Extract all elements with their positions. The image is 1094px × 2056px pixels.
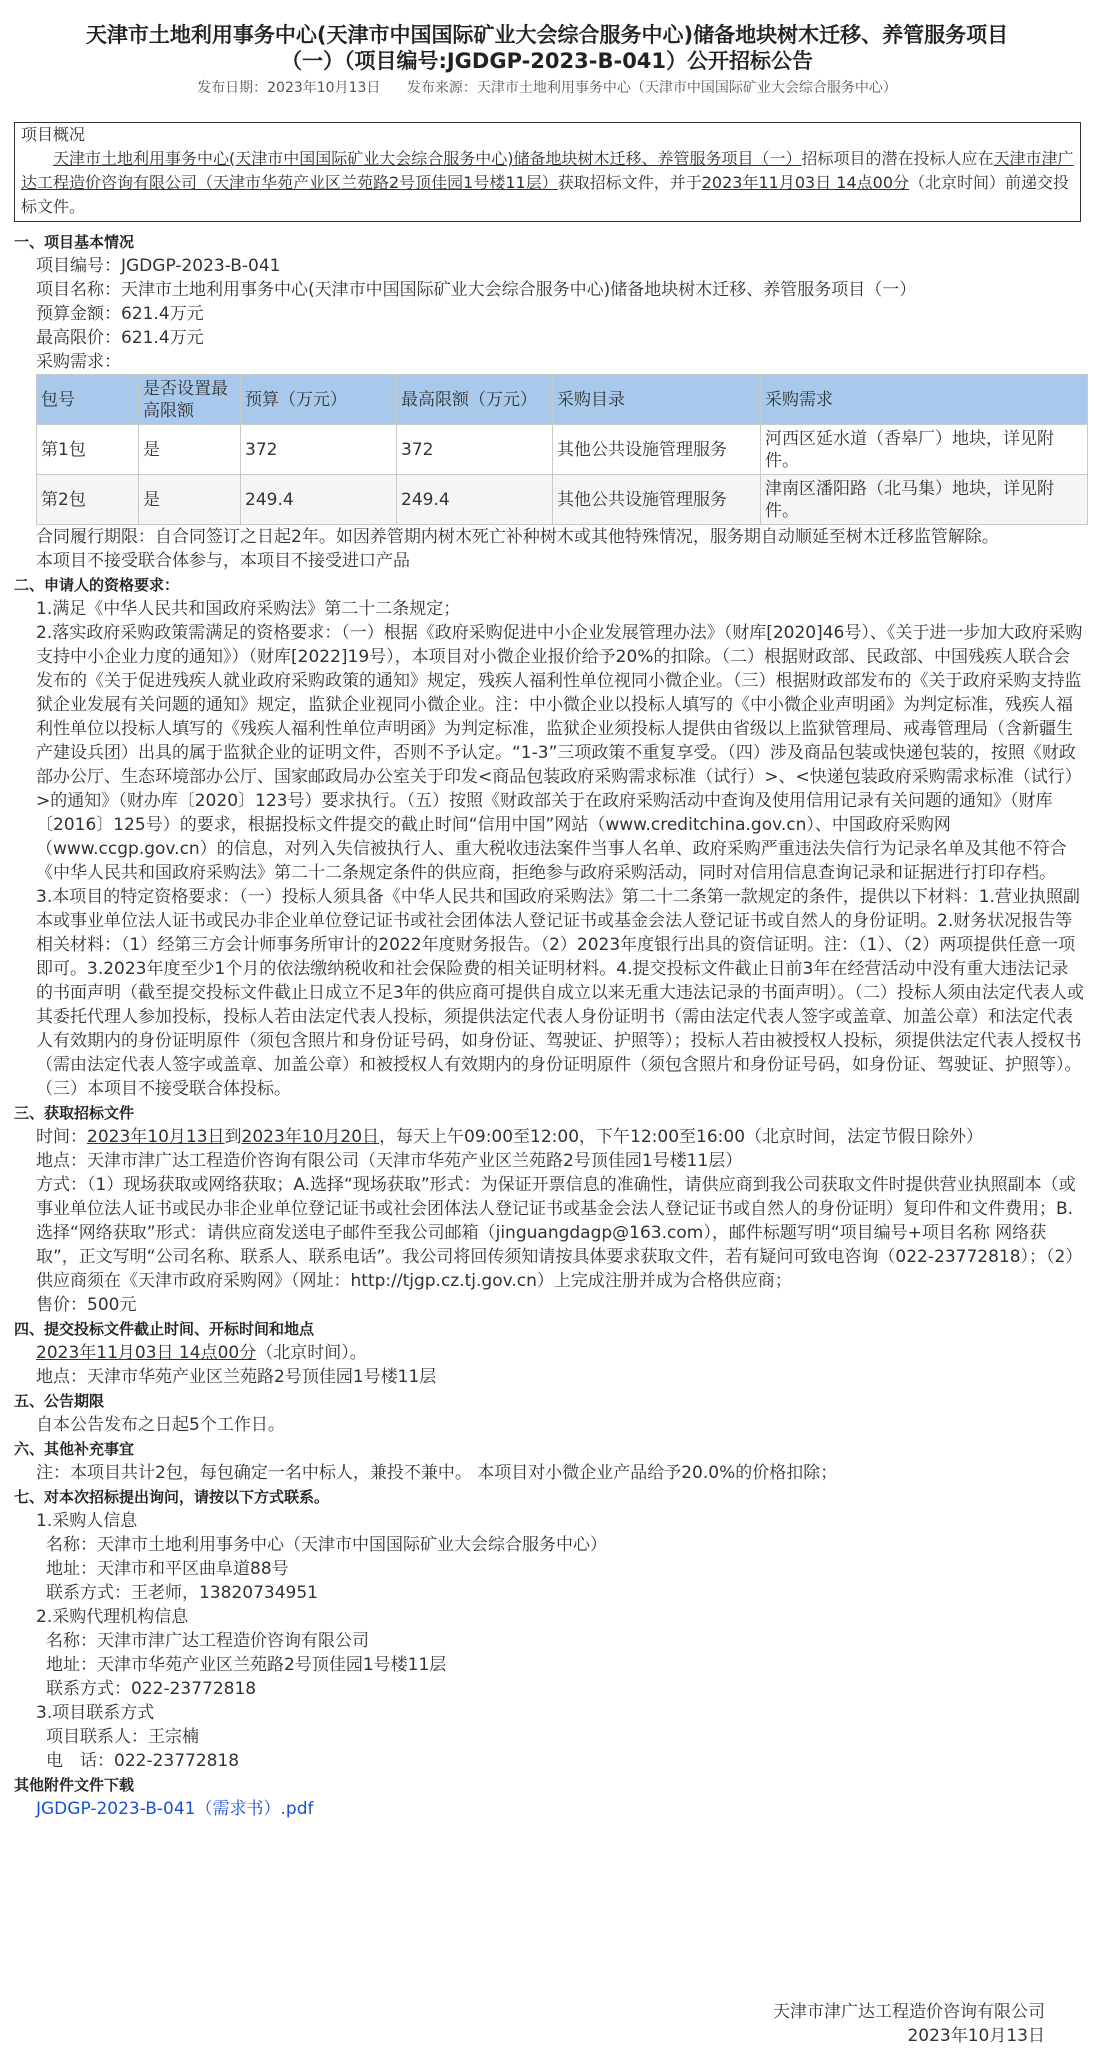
section-5-heading: 五、公告期限 [14, 1392, 105, 1410]
col-max-limit: 最高限额（万元） [397, 375, 553, 425]
table-cell: 第1包 [37, 425, 139, 475]
table-row [37, 425, 1088, 475]
project-contact-person: 项目联系人：王宗楠 [46, 1727, 199, 1747]
section-4-heading: 四、提交投标文件截止时间、开标时间和地点 [14, 1320, 315, 1338]
table-cell: 是 [139, 475, 241, 525]
doc-method: 方式：（1）现场获取或网络获取；A.选择“现场获取”形式：为保证开票信息的准确性，请供应商到我公司获取文件时提供营业执照副本（或事业单位法人证书或民办非企业单位登记证书或社会团体法人登记证书或基金会法人登记证书或自然人的身份证明）复印件和文件费用；B.选择“网络获取”形式：请供应商发送电子邮件至我公司邮箱（jinguangdagp@163.com），邮件标题写明“项目编号+项目名称 网络获取”，正文写明“公司名称、联系人、联系电话”。我公司将回传须知请按具体要求获取文件，若有疑问可致电咨询（022-23772818）；（2）供应商须在《天津市政府采购网》（网址：http://tjgp.cz.tj.gov.cn）上完成注册并成为合格供应商； [36, 1175, 1083, 1291]
col-catalog: 采购目录 [553, 375, 761, 425]
max-price: 最高限价：621.4万元 [36, 328, 204, 348]
section-3-heading: 三、获取招标文件 [14, 1104, 135, 1122]
attachments-heading: 其他附件文件下载 [14, 1776, 135, 1794]
agency-address: 地址：天津市华苑产业区兰苑路2号顶佳园1号楼11层 [46, 1655, 447, 1675]
table-cell: 其他公共设施管理服务 [553, 425, 761, 475]
purchaser-title: 1.采购人信息 [36, 1511, 138, 1531]
contract-period: 合同履行期限：自合同签订之日起2年。如因养管期内树木死亡补种树木或其他特殊情况，服务期自动顺延至树木迁移监管解除。 [36, 527, 999, 547]
qualification-3: 3.本项目的特定资格要求：（一）投标人须具备《中华人民共和国政府采购法》第二十二条第一款规定的条件，提供以下材料：1.营业执照副本或事业单位法人证书或民办非企业单位登记证书或社会团体法人登记证书或基金会法人登记证书或自然人的身份证明。2.财务状况报告等相关材料：（1）经第三方会计师事务所审计的2022年度财务报告。（2）2023年度银行出具的资信证明。注：（1）、（2）两项提供任意一项即可。3.2023年度至少1个月的依法缴纳税收和社会保险费的相关证明材料。4.提交投标文件截止日前3年在经营活动中没有重大违法记录的书面声明（截至提交投标文件截止日成立不足3年的供应商可提供自成立以来无重大违法记录的书面声明）。（二）投标人须由法定代表人或其委托代理人参加投标，投标人若由法定代表人投标，须提供法定代表人身份证明书（需由法定代表人签字或盖章、加盖公章）和法定代表人有效期内的身份证明原件（须包含照片和身份证号码，如身份证、驾驶证、护照等）；投标人若由被授权人投标，须提供法定代表人授权书（需由法定代表人签字或盖章、加盖公章）和被授权人有效期内的身份证明原件（须包含照片和身份证号码，如身份证、驾驶证、护照等）。（三）本项目不接受联合体投标。 [36, 887, 1084, 1099]
table-cell: 第2包 [37, 475, 139, 525]
demand-label: 采购需求： [36, 352, 121, 372]
section-7-heading: 七、对本次招标提出询问，请按以下方式联系。 [14, 1488, 330, 1506]
doc-price: 售价：500元 [36, 1295, 137, 1315]
announcement-period: 自本公告发布之日起5个工作日。 [36, 1415, 285, 1435]
table-cell: 其他公共设施管理服务 [553, 475, 761, 525]
publish-meta [0, 78, 1094, 98]
title-line-2: （一）（项目编号:JGDGP-2023-B-041）公开招标公告 [280, 49, 814, 73]
section-1-heading: 一、项目基本情况 [14, 233, 135, 251]
agency-contact: 联系方式：022-23772818 [46, 1679, 257, 1699]
table-row [37, 475, 1088, 525]
joint-bid-note: 本项目不接受联合体参与，本项目不接受进口产品 [36, 551, 410, 571]
overview-text: 天津市土地利用事务中心(天津市中国国际矿业大会综合服务中心)储备地块树木迁移、养管服务项目（一）招标项目的潜在投标人应在天津市津广达工程造价咨询有限公司（天津市华苑产业区兰苑路2号顶佳园1号楼11层）获取招标文件，并于2023年11月03日 14点00分（北京时间）前递交投标文件。 [21, 149, 1074, 216]
page-title [10, 22, 1084, 74]
signature-company: 天津市津广达工程造价咨询有限公司 [773, 2002, 1045, 2022]
col-budget: 预算（万元） [241, 375, 397, 425]
publish-source: 发布来源：天津市土地利用事务中心（天津市中国国际矿业大会综合服务中心） [406, 80, 897, 96]
agency-name: 名称：天津市津广达工程造价咨询有限公司 [46, 1631, 369, 1651]
table-cell: 249.4 [241, 475, 397, 525]
signature-date: 2023年10月13日 [907, 2026, 1045, 2046]
section-6-heading: 六、其他补充事宜 [14, 1440, 135, 1458]
title-line-1: 天津市土地利用事务中心(天津市中国国际矿业大会综合服务中心)储备地块树木迁移、养管服务项目 [85, 23, 1009, 47]
project-contact-phone: 电 话：022-23772818 [46, 1751, 240, 1771]
project-contact-title: 3.项目联系方式 [36, 1703, 155, 1723]
qualification-2: 2.落实政府采购政策需满足的资格要求：（一）根据《政府采购促进中小企业发展管理办法》（财库[2020]46号）、《关于进一步加大政府采购支持中小企业力度的通知》）（财库[2022]19号），本项目对小微企业报价给予20%的扣除。（二）根据财政部、民政部、中国残疾人联合会发布的《关于促进残疾人就业政府采购政策的通知》规定，残疾人福利性单位视同小微企业。（三）根据财政部发布的《关于政府采购支持监狱企业发展有关问题的通知》规定，监狱企业视同小微企业。注：中小微企业以投标人填写的《中小微企业声明函》为判定标准，残疾人福利性单位以投标人填写的《残疾人福利性单位声明函》为判定标准，监狱企业须投标人提供由省级以上监狱管理局、戒毒管理局（含新疆生产建设兵团）出具的属于监狱企业的证明文件，否则不予认定。“1-3”三项政策不重复享受。（四）涉及商品包装或快递包装的，按照《财政部办公厅、生态环境部办公厅、国家邮政局办公室关于印发<商品包装政府采购需求标准（试行）>、<快递包装政府采购需求标准（试行）>的通知》（财办库〔2020〕123号）要求执行。（五）按照《财政部关于在政府采购活动中查询及使用信用记录有关问题的通知》（财库〔2016〕125号）的要求，根据投标文件提交的截止时间“信用中国”网站（www.creditchina.gov.cn）、中国政府采购网（www.ccgp.gov.cn）的信息，对列入失信被执行人、重大税收违法案件当事人名单、政府采购严重违法失信行为记录名单及其他不符合《中华人民共和国政府采购法》第二十二条规定条件的供应商，拒绝参与政府采购活动，同时对信用信息查询记录和证据进行打印存档。 [36, 623, 1083, 883]
qualification-1: 1.满足《中华人民共和国政府采购法》第二十二条规定； [36, 599, 461, 619]
table-cell: 372 [397, 425, 553, 475]
table-cell: 河西区延水道（香皋厂）地块，详见附件。 [761, 425, 1088, 475]
agency-title: 2.采购代理机构信息 [36, 1607, 189, 1627]
section-2-heading: 二、申请人的资格要求： [14, 576, 180, 594]
publish-date: 发布日期：2023年10月13日 [197, 80, 381, 96]
project-code: 项目编号：JGDGP-2023-B-041 [36, 256, 281, 276]
overview-heading: 项目概况 [21, 125, 86, 144]
purchaser-contact: 联系方式：王老师，13820734951 [46, 1583, 318, 1603]
table-cell: 372 [241, 425, 397, 475]
project-name: 项目名称：天津市土地利用事务中心(天津市中国国际矿业大会综合服务中心)储备地块树木迁移、养管服务项目（一） [36, 280, 917, 300]
budget-amount: 预算金额：621.4万元 [36, 304, 204, 324]
announcement-body [14, 230, 1084, 1821]
table-header-row [37, 375, 1088, 425]
deadline-place: 地点：天津市华苑产业区兰苑路2号顶佳园1号楼11层 [36, 1367, 437, 1387]
supplementary-note: 注：本项目共计2包，每包确定一名中标人，兼投不兼中。 本项目对小微企业产品给予20.0%的价格扣除； [36, 1463, 838, 1483]
table-cell: 津南区潘阳路（北马集）地块，详见附件。 [761, 475, 1088, 525]
table-cell: 是 [139, 425, 241, 475]
purchaser-name: 名称：天津市土地利用事务中心（天津市中国国际矿业大会综合服务中心） [46, 1535, 607, 1555]
col-package: 包号 [37, 375, 139, 425]
col-demand: 采购需求 [761, 375, 1088, 425]
project-overview-box [14, 122, 1081, 222]
doc-place: 地点：天津市津广达工程造价咨询有限公司（天津市华苑产业区兰苑路2号顶佳园1号楼11层） [36, 1151, 743, 1171]
doc-time: 时间：2023年10月13日到2023年10月20日，每天上午09:00至12:00，下午12:00至16:00（北京时间，法定节假日除外） [36, 1127, 984, 1147]
table-cell: 249.4 [397, 475, 553, 525]
procurement-table [36, 374, 1088, 525]
col-has-limit: 是否设置最高限额 [139, 375, 241, 425]
purchaser-address: 地址：天津市和平区曲阜道88号 [46, 1559, 289, 1579]
deadline-time: 2023年11月03日 14点00分（北京时间）。 [36, 1343, 367, 1363]
attachment-file-link[interactable]: JGDGP-2023-B-041（需求书）.pdf [36, 1799, 314, 1819]
